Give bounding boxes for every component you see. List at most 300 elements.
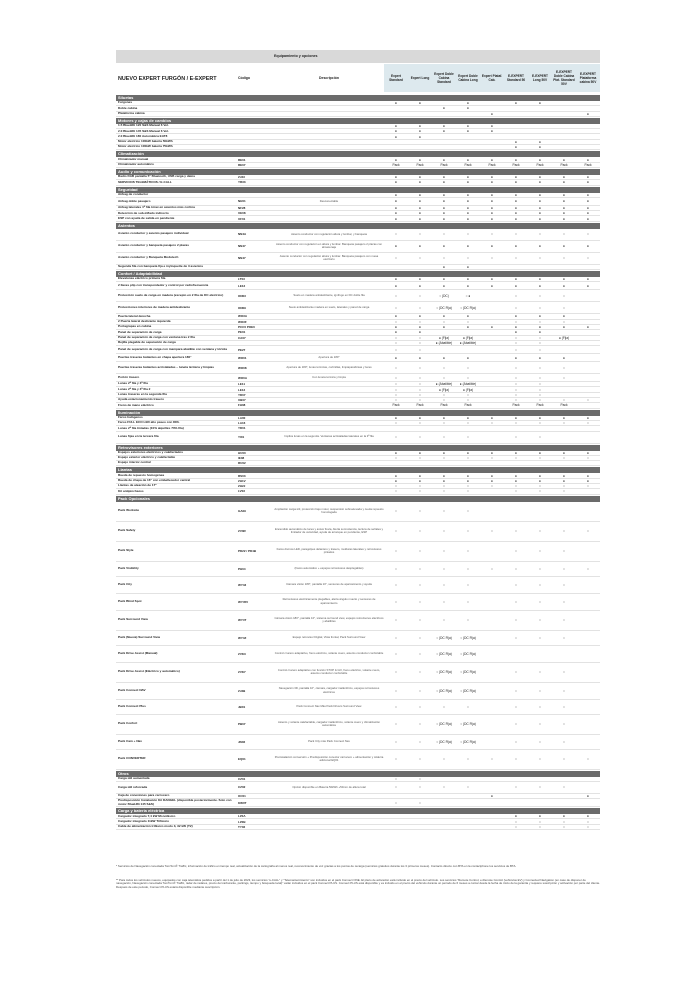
availability-cell [432,145,456,149]
table-row [116,302,600,314]
availability-cell [480,330,504,334]
availability-cell [528,801,552,805]
availability-cell [480,294,504,298]
availability-cell: ● [419,175,421,180]
availability-cell [432,814,456,818]
availability-cell [576,652,600,656]
availability-cell [528,124,552,128]
availability-cell: ● [467,180,469,185]
availability-cell: ○ [467,704,469,709]
equipment-code: UF01 [238,216,246,221]
availability-cell: ● [443,450,445,455]
availability-cell [480,777,504,781]
availability-cell: ○ (DC Fija) [460,688,476,693]
equipment-name: Pack Drive Assist (Manual) [118,650,158,655]
availability-cell: ○ [515,819,517,824]
availability-cell [576,435,600,439]
availability-cell: ● [491,216,493,221]
equipment-table [116,94,600,830]
footnotes [116,865,600,899]
availability-cell [528,777,552,781]
equipment-name: Puertas traseras batientes acristaladas – luneta térmica y limpias [118,364,214,369]
availability-cell: ○ [563,365,565,370]
availability-cell [552,135,576,139]
availability-cell: ○ [419,392,421,397]
availability-cell: ○ [443,435,445,439]
availability-cells [384,583,600,587]
availability-cell [504,129,528,133]
availability-cell [480,689,504,693]
equipment-code: PE01 [238,330,246,335]
availability-cell: ● [563,180,565,185]
availability-cell [576,618,600,622]
section-header: Motores y cajas de cambios [116,118,600,124]
availability-cell: ○ [395,739,397,744]
availability-cell: ○ [515,599,517,604]
availability-cell [480,320,504,324]
availability-cell: ● [491,794,493,799]
equipment-code: EQ01 [238,757,246,762]
availability-cell: ● [467,473,469,478]
equipment-name: Asiento conductor y asiento pasajero individual [118,231,189,236]
availability-cell: ● [515,330,517,335]
availability-cell [480,600,504,604]
availability-cell [576,101,600,105]
availability-cell: ○ [491,529,493,534]
availability-cell: ● [515,325,517,330]
equipment-name: Freno de mano eléctrico [118,402,154,407]
availability-cell: ○ [563,582,565,587]
availability-cell: ● [395,216,397,221]
equipment-code: WO3A [238,314,247,319]
equipment-code: NN47 [238,244,246,249]
availability-cells [384,479,600,483]
availability-cell: ○ [419,688,421,693]
availability-cells [384,489,600,493]
equipment-name: Faros halógenos [118,414,143,419]
availability-cell: ○ [443,232,445,237]
availability-cell: ● [443,175,445,180]
availability-cell: ○ [395,800,397,805]
availability-cell: ● [515,157,517,162]
availability-cell: ○ [419,365,421,370]
availability-cell: ○ [587,256,589,261]
equipment-code: PE27 [238,347,246,352]
availability-cell: ○ [515,455,517,460]
availability-cells [384,277,600,281]
availability-cell [408,112,432,116]
availability-cell: ● [491,157,493,162]
availability-cell: ○ [467,455,469,460]
availability-cell: ○ [467,582,469,587]
availability-cell: ● [395,314,397,319]
availability-cell: ● [395,129,397,134]
availability-cell: ○ (DC Fija) [436,688,452,693]
availability-cell [528,112,552,116]
availability-cell: ● [467,264,469,269]
availability-cell: ○ [515,529,517,534]
availability-cells [384,284,600,288]
availability-cell: ○ [515,435,517,439]
availability-cells [384,129,600,133]
equipment-name: Asiento conductor y Banqueta Modutech [118,255,179,260]
availability-cells [384,314,600,318]
equipment-name: Espejos exteriores eléctricos y calefactados [118,449,184,454]
availability-cell: ○ [467,421,469,426]
availability-cell: ○ [539,582,541,587]
availability-cell: ● [587,216,589,221]
availability-cell: ● [443,180,445,185]
section-header: Asientos [116,223,600,229]
equipment-name: Pack Visibility [118,565,139,570]
availability-cell: ● [515,180,517,185]
availability-cell: ○ [539,785,541,790]
equipment-name: Elevalunas eléctrico primera fila [118,276,166,281]
availability-cell: ○ [539,824,541,829]
availability-cell [456,140,480,144]
equipment-code: JB01 [238,704,246,709]
table-row [116,403,600,408]
availability-cell: ● [563,478,565,483]
section-header: Audio y comunicación [116,169,600,175]
availability-cell: Pack [392,403,400,408]
availability-cell: ○ [419,529,421,534]
version-column-header: Expert Doble Cabina Standard [434,72,454,84]
availability-cell: ○ [395,435,397,439]
availability-cell: ● [539,478,541,483]
availability-cell: ○ [587,484,589,489]
availability-cell: ● [563,283,565,288]
availability-cell [552,106,576,110]
availability-cell: ● [563,325,565,330]
availability-cell [576,636,600,640]
availability-cell [480,435,504,439]
availability-cell [576,509,600,513]
table-row [116,683,600,700]
availability-cell [576,722,600,726]
equipment-code: ZV3R [238,529,246,534]
equipment-name: Puerta lateral derecha [118,313,151,318]
section-header: Confort / Adaptabilidad [116,271,600,277]
availability-cell: ● [443,129,445,134]
equipment-description: Pack Connect Nav Más Pack Drivers Surround View [296,703,362,708]
equipment-name: Pack (Nueva) Surround View [118,634,161,639]
equipment-name: Lunas fijas en la tercera fila [118,434,159,439]
availability-cell [504,794,528,798]
equipment-description: Suelo en madera antideslizante, ignífugo en DC doble fila [293,293,365,298]
availability-cell [576,106,600,110]
availability-cell: ○ [419,670,421,675]
equipment-name: Caja de conexiones para carrocero [118,793,170,798]
availability-cell [528,652,552,656]
equipment-description: Asiento y volante calefactable, cargador inalámbrico, volante cuero y climatización automática [278,719,380,728]
availability-cell: ● [443,206,445,210]
availability-cell: Pack [512,403,520,408]
availability-cell: ● [563,277,565,282]
availability-cell: ● [395,355,397,360]
equipment-code: NH01 [238,199,246,204]
availability-cell [432,801,456,805]
availability-cell: ● [419,199,421,204]
availability-cell [480,306,504,310]
availability-cells [384,670,600,674]
availability-cell [576,740,600,744]
availability-cell: ● [419,330,421,335]
availability-cell: ○ [563,489,565,494]
availability-cell [576,306,600,310]
availability-cell: ○ [563,549,565,554]
equipment-code: LZ0A [238,814,246,819]
availability-cell [552,382,576,386]
availability-cell [432,794,456,798]
availability-cell [480,670,504,674]
availability-cell: ○ [563,375,565,380]
availability-cell: ○ [563,484,565,489]
availability-cell: ● [563,450,565,455]
availability-cell: ○ [443,375,445,380]
availability-cells [384,348,600,352]
equipment-name: Portagrapas en cabina [118,324,152,329]
availability-cell [528,509,552,513]
availability-cells [384,722,600,726]
equipment-code: LE12 [238,387,246,392]
availability-cell: ○ (DC Fija) [436,670,452,675]
availability-cell [432,820,456,824]
equipment-code: LV03 [238,489,245,494]
availability-cell [480,801,504,805]
availability-cell: ● [539,473,541,478]
availability-cell: ○ [395,305,397,310]
equipment-name: Pack CONVERTER [118,756,146,761]
availability-cells [384,101,600,105]
table-row [116,163,600,168]
availability-cell: ● [587,794,589,799]
availability-cells [384,416,600,420]
availability-cell: ○ [491,421,493,426]
availability-cell: ● [467,450,469,455]
table-row [116,180,600,185]
availability-cell [576,356,600,360]
availability-cell [576,314,600,318]
equipment-name: Cargador integrado 7,4 kW Monofásico [118,813,176,818]
equipment-name: Airbag de conductor [118,191,149,196]
availability-cell: ○ [515,635,517,640]
availability-cell: ○ [395,398,397,403]
availability-cell: ○ [539,305,541,310]
availability-cell [384,145,408,149]
availability-cell: ● [443,473,445,478]
availability-cell: ○ [395,582,397,587]
version-columns [384,64,600,92]
availability-cell [576,124,600,128]
equipment-code: CA07 [238,335,246,340]
equipment-code: LA00 [238,415,246,420]
availability-cell [552,348,576,352]
availability-cell: ○ (DC Fija) [436,651,452,656]
availability-cell: ○ [419,785,421,790]
availability-cell: ○ [515,785,517,790]
availability-cell: ● [395,101,397,106]
availability-cell: ● [467,206,469,210]
equipment-name: Segunda fila con banqueta fija e inyloquette de 3 asientos [118,264,204,269]
availability-cell: ● [467,199,469,204]
availability-cell [552,330,576,334]
availability-cell: ○ [515,618,517,623]
availability-cell: ○ (DC Fija) [460,305,476,310]
availability-cell: ○ (DC Fija) [436,739,452,744]
availability-cell [480,366,504,370]
availability-cell: ○ [419,489,421,494]
availability-cell: ○ [467,599,469,604]
equipment-name: Panel de separación de carga con mampara abatible con ventana y tórtola [118,346,228,351]
availability-cell: ● [443,157,445,162]
equipment-description: Implica lunas en la segunda. Ventanas acristaladas laterales en la 3ª fila [284,434,374,439]
availability-cell [576,600,600,604]
availability-cell: ● [515,277,517,282]
availability-cell: ● [491,473,493,478]
availability-cells [384,158,600,162]
equipment-code: PH04 [238,566,246,571]
availability-cell: ○ [419,387,421,392]
availability-cell: ● [395,330,397,335]
availability-cell: ● [395,478,397,483]
equipment-code: TY02 [238,824,246,829]
availability-cell: ● [563,415,565,420]
availability-cell: ● (Abatible) [435,340,453,345]
equipment-code: PCC0 POE0 [238,325,255,330]
availability-cell [432,777,456,781]
version-column-header: Expert Plataf. Cab. [481,74,503,82]
availability-cell [480,814,504,818]
equipment-name: Plataforma cabina [118,110,145,115]
availability-cell: ● [419,283,421,288]
availability-cell: ● (Fija) [438,387,450,392]
availability-cell: ● [395,175,397,180]
availability-cell [480,722,504,726]
availability-cell: ○ [467,319,469,324]
table-row [116,461,600,466]
equipment-description: Control crucero adaptativo, freno eléctrico, volante cuero, asiento conductor confortable [274,650,384,655]
equipment-description: Apertura de 180° [318,354,340,359]
availability-cell: ○ [515,704,517,709]
availability-cell [528,265,552,269]
availability-cell: ○ [515,398,517,403]
availability-cell: ○ [419,566,421,571]
availability-cells [384,652,600,656]
availability-cell: ○ [467,549,469,554]
availability-cell: ○ [491,256,493,261]
equipment-name: SERVICIOS TELEMÁTICOS / E-CALL [118,179,172,184]
equipment-code: WY43 [238,582,247,587]
availability-cell: ○ [419,599,421,604]
availability-cell [384,106,408,110]
availability-cell [552,794,576,798]
availability-cell [432,112,456,116]
availability-cell: ○ [491,757,493,762]
availability-cell: ● [395,199,397,204]
equipment-name: Kit antipinchazos [118,488,144,493]
availability-cell: ● [587,814,589,819]
availability-cell: ○ [419,635,421,640]
table-row [116,782,600,794]
availability-cell: ○ [467,785,469,790]
equipment-code: CZ02 [238,785,246,790]
availability-cell: ○ [419,421,421,426]
table-row [116,216,600,221]
availability-cell: ○ [419,340,421,345]
availability-cell [432,348,456,352]
availability-cells [384,180,600,184]
availability-cell [480,356,504,360]
equipment-name: Lunas 2ª fila tintadas (10% alquiltés 70% fila) [118,425,184,430]
availability-cell [480,393,504,397]
availability-cell: ● [395,450,397,455]
availability-cell: ● [491,192,493,197]
availability-cell [480,618,504,622]
availability-cell: Pack [392,162,400,167]
availability-cell [384,794,408,798]
table-row [116,354,600,362]
availability-cell [480,549,504,553]
availability-cell: ○ (DC) [439,293,449,298]
availability-cell: ○ ● [465,293,471,298]
availability-cell [456,825,480,829]
availability-cell: ○ [395,421,397,426]
availability-cell: ● [467,478,469,483]
availability-cell: ● [491,124,493,129]
availability-cell [576,265,600,269]
availability-cell [456,348,480,352]
availability-cell: ● [515,192,517,197]
availability-cell: ● [563,473,565,478]
availability-cells [384,814,600,818]
equipment-name: Rueda de chapa de 16" con embellecedor central [118,478,191,483]
availability-cell: ● [587,180,589,185]
availability-cell: ● [515,199,517,204]
equipment-code: YR33 [238,180,246,185]
availability-cell [432,330,456,334]
equipment-code: HU00 [238,450,246,455]
availability-cell: ○ [539,435,541,439]
availability-cell [408,140,432,144]
equipment-name: Doble cabina [118,105,138,110]
availability-cell: ○ [563,824,565,829]
equipment-code: LE12 [238,283,246,288]
availability-cells [384,112,600,116]
availability-cell: ○ [419,739,421,744]
availability-cell: ○ [443,421,445,426]
availability-cell: ○ [419,256,421,261]
equipment-code: GA09 [238,509,246,514]
availability-cells [384,341,600,345]
availability-cell: ○ [467,392,469,397]
availability-cell [456,112,480,116]
availability-cell: ○ [395,232,397,237]
availability-cell: ○ [419,398,421,403]
equipment-code: ZJ43 [238,175,245,180]
availability-cells [384,740,600,744]
availability-cell [480,348,504,352]
availability-cell: ○ [443,529,445,534]
equipment-description: Cámara visión 180°, pantalla 10", sistema surround view, espejos retrovisores eléctricos y abatibles [274,615,384,624]
table-row [116,799,600,807]
availability-cell: ○ [539,335,541,340]
equipment-description: Encendido automático de luces y avisor lluvia, Alerta somnolencia, lectura de señales y limitador de velocidad, ayuda de arranque en pendiente, ESP [274,526,384,535]
availability-cell [576,145,600,149]
availability-cell: ● [563,814,565,819]
availability-cells [384,456,600,460]
equipment-description: Opción disponible en Batería 50kWh +50mm de altura total [292,784,366,789]
